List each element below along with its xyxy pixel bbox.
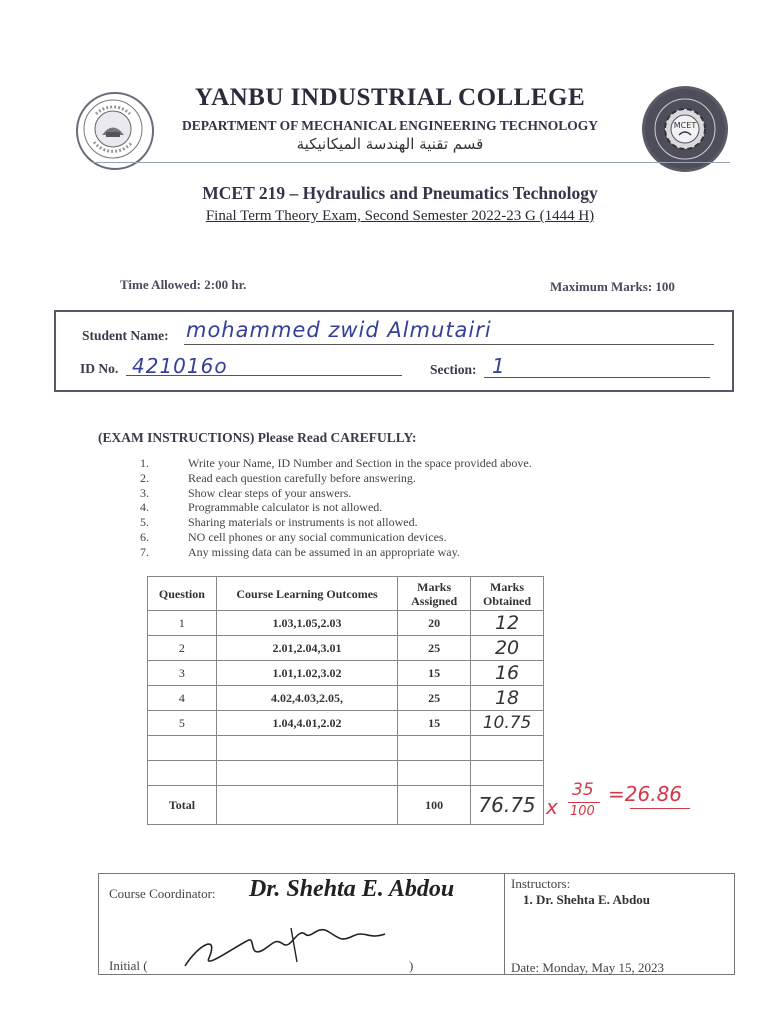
calc-fraction-bar <box>568 802 600 803</box>
department-seal-logo <box>642 86 728 172</box>
header-question: Question <box>148 577 217 611</box>
total-label: Total <box>148 786 217 825</box>
cell-question: 3 <box>148 661 217 686</box>
id-underline <box>126 375 402 376</box>
table-row-empty <box>148 736 544 761</box>
coordinator-box <box>98 873 735 975</box>
cell-question: 2 <box>148 636 217 661</box>
cell-obtained: 16 <box>471 661 544 686</box>
total-assigned: 100 <box>398 786 471 825</box>
section-underline <box>484 377 710 378</box>
cell-obtained: 10.75 <box>471 711 544 736</box>
instruction-item: 4. Programmable calculator is not allowed. <box>140 500 383 515</box>
exam-date: Date: Monday, May 15, 2023 <box>511 960 664 975</box>
cell-question: 1 <box>148 611 217 636</box>
student-name-value: mohammed zwid Almutairi <box>186 318 492 342</box>
svg-text:MCET: MCET <box>673 121 697 130</box>
box-divider <box>504 874 505 974</box>
instruction-item: 3. Show clear steps of your answers. <box>140 485 352 500</box>
empty-cell <box>216 761 397 786</box>
table-row <box>148 636 544 661</box>
student-name-label: Student Name: <box>82 328 169 343</box>
empty-cell <box>471 736 544 761</box>
empty-cell <box>148 736 217 761</box>
cell-clo: 1.03,1.05,2.03 <box>216 611 397 636</box>
cell-assigned: 25 <box>398 636 471 661</box>
instruction-item: 2. Read each question carefully before answering. <box>140 470 416 485</box>
instructions-list <box>140 456 532 560</box>
college-title: YANBU INDUSTRIAL COLLEGE <box>194 84 586 111</box>
cell-clo: 2.01,2.04,3.01 <box>216 636 397 661</box>
calc-numerator: 35 <box>572 780 594 800</box>
empty-cell <box>148 761 217 786</box>
time-allowed: Time Allowed: 2:00 hr. <box>120 277 247 292</box>
table-row <box>148 711 544 736</box>
table-row-empty <box>148 761 544 786</box>
initial-label: Initial ( <box>109 958 148 973</box>
signature-icon <box>179 914 399 974</box>
calc-denominator: 100 <box>570 804 595 819</box>
coordinator-label: Course Coordinator: <box>109 886 216 901</box>
table-header-row <box>148 577 544 611</box>
college-seal-icon <box>76 92 150 166</box>
id-label: ID No. <box>80 361 119 376</box>
instruction-item: 6. NO cell phones or any social communication devices. <box>140 529 447 544</box>
id-value: 421016o <box>132 354 228 378</box>
student-info-box <box>54 310 734 392</box>
instructors-label: Instructors: <box>511 876 571 891</box>
table-row <box>148 611 544 636</box>
marks-table <box>147 576 544 825</box>
table-total-row <box>148 786 544 825</box>
department-title: DEPARTMENT OF MECHANICAL ENGINEERING TECHNOLOGY <box>181 118 599 133</box>
cell-obtained: 18 <box>471 686 544 711</box>
calc-result: =26.86 <box>608 782 683 806</box>
coordinator-name: Dr. Shehta E. Abdou <box>249 876 455 902</box>
exam-subtitle: Final Term Theory Exam, Second Semester 2022-23 G (1444 H) <box>205 208 595 224</box>
cell-obtained: 20 <box>471 636 544 661</box>
empty-cell <box>398 761 471 786</box>
cell-question: 4 <box>148 686 217 711</box>
empty-cell <box>216 786 397 825</box>
gear-seal-icon <box>642 86 728 172</box>
header-marks-obtained: Marks Obtained <box>471 577 544 611</box>
cell-assigned: 25 <box>398 686 471 711</box>
college-seal-logo <box>76 92 154 170</box>
calc-multiply: x <box>546 795 558 819</box>
cell-clo: 1.04,4.01,2.02 <box>216 711 397 736</box>
cell-clo: 1.01,1.02,3.02 <box>216 661 397 686</box>
instruction-item: 5. Sharing materials or instruments is not allowed. <box>140 515 418 530</box>
calc-underline <box>630 808 690 809</box>
table-row <box>148 661 544 686</box>
cell-assigned: 20 <box>398 611 471 636</box>
cell-assigned: 15 <box>398 661 471 686</box>
table-row <box>148 686 544 711</box>
instruction-item: 1. Write your Name, ID Number and Section in the space provided above. <box>140 456 532 470</box>
empty-cell <box>398 736 471 761</box>
instructions-heading: (EXAM INSTRUCTIONS) Please Read CAREFULLY: <box>98 430 417 445</box>
cell-obtained: 12 <box>471 611 544 636</box>
department-title-arabic: قسم تقنية الهندسة الميكانيكية <box>296 135 484 153</box>
total-obtained: 76.75 <box>471 786 544 825</box>
section-label: Section: <box>430 362 477 377</box>
course-title: MCET 219 – Hydraulics and Pneumatics Technology <box>202 183 598 203</box>
empty-cell <box>471 761 544 786</box>
name-underline <box>184 344 714 345</box>
cell-clo: 4.02,4.03,2.05, <box>216 686 397 711</box>
instruction-item: 7. Any missing data can be assumed in an appropriate way. <box>140 544 460 559</box>
header-marks-assigned: Marks Assigned <box>398 577 471 611</box>
maximum-marks: Maximum Marks: 100 <box>550 279 675 294</box>
instructor-item: 1. Dr. Shehta E. Abdou <box>523 892 651 907</box>
section-value: 1 <box>492 354 505 378</box>
header-clo: Course Learning Outcomes <box>216 577 397 611</box>
header-divider <box>92 162 730 163</box>
cell-question: 5 <box>148 711 217 736</box>
empty-cell <box>216 736 397 761</box>
cell-assigned: 15 <box>398 711 471 736</box>
initial-close: ) <box>409 958 414 973</box>
